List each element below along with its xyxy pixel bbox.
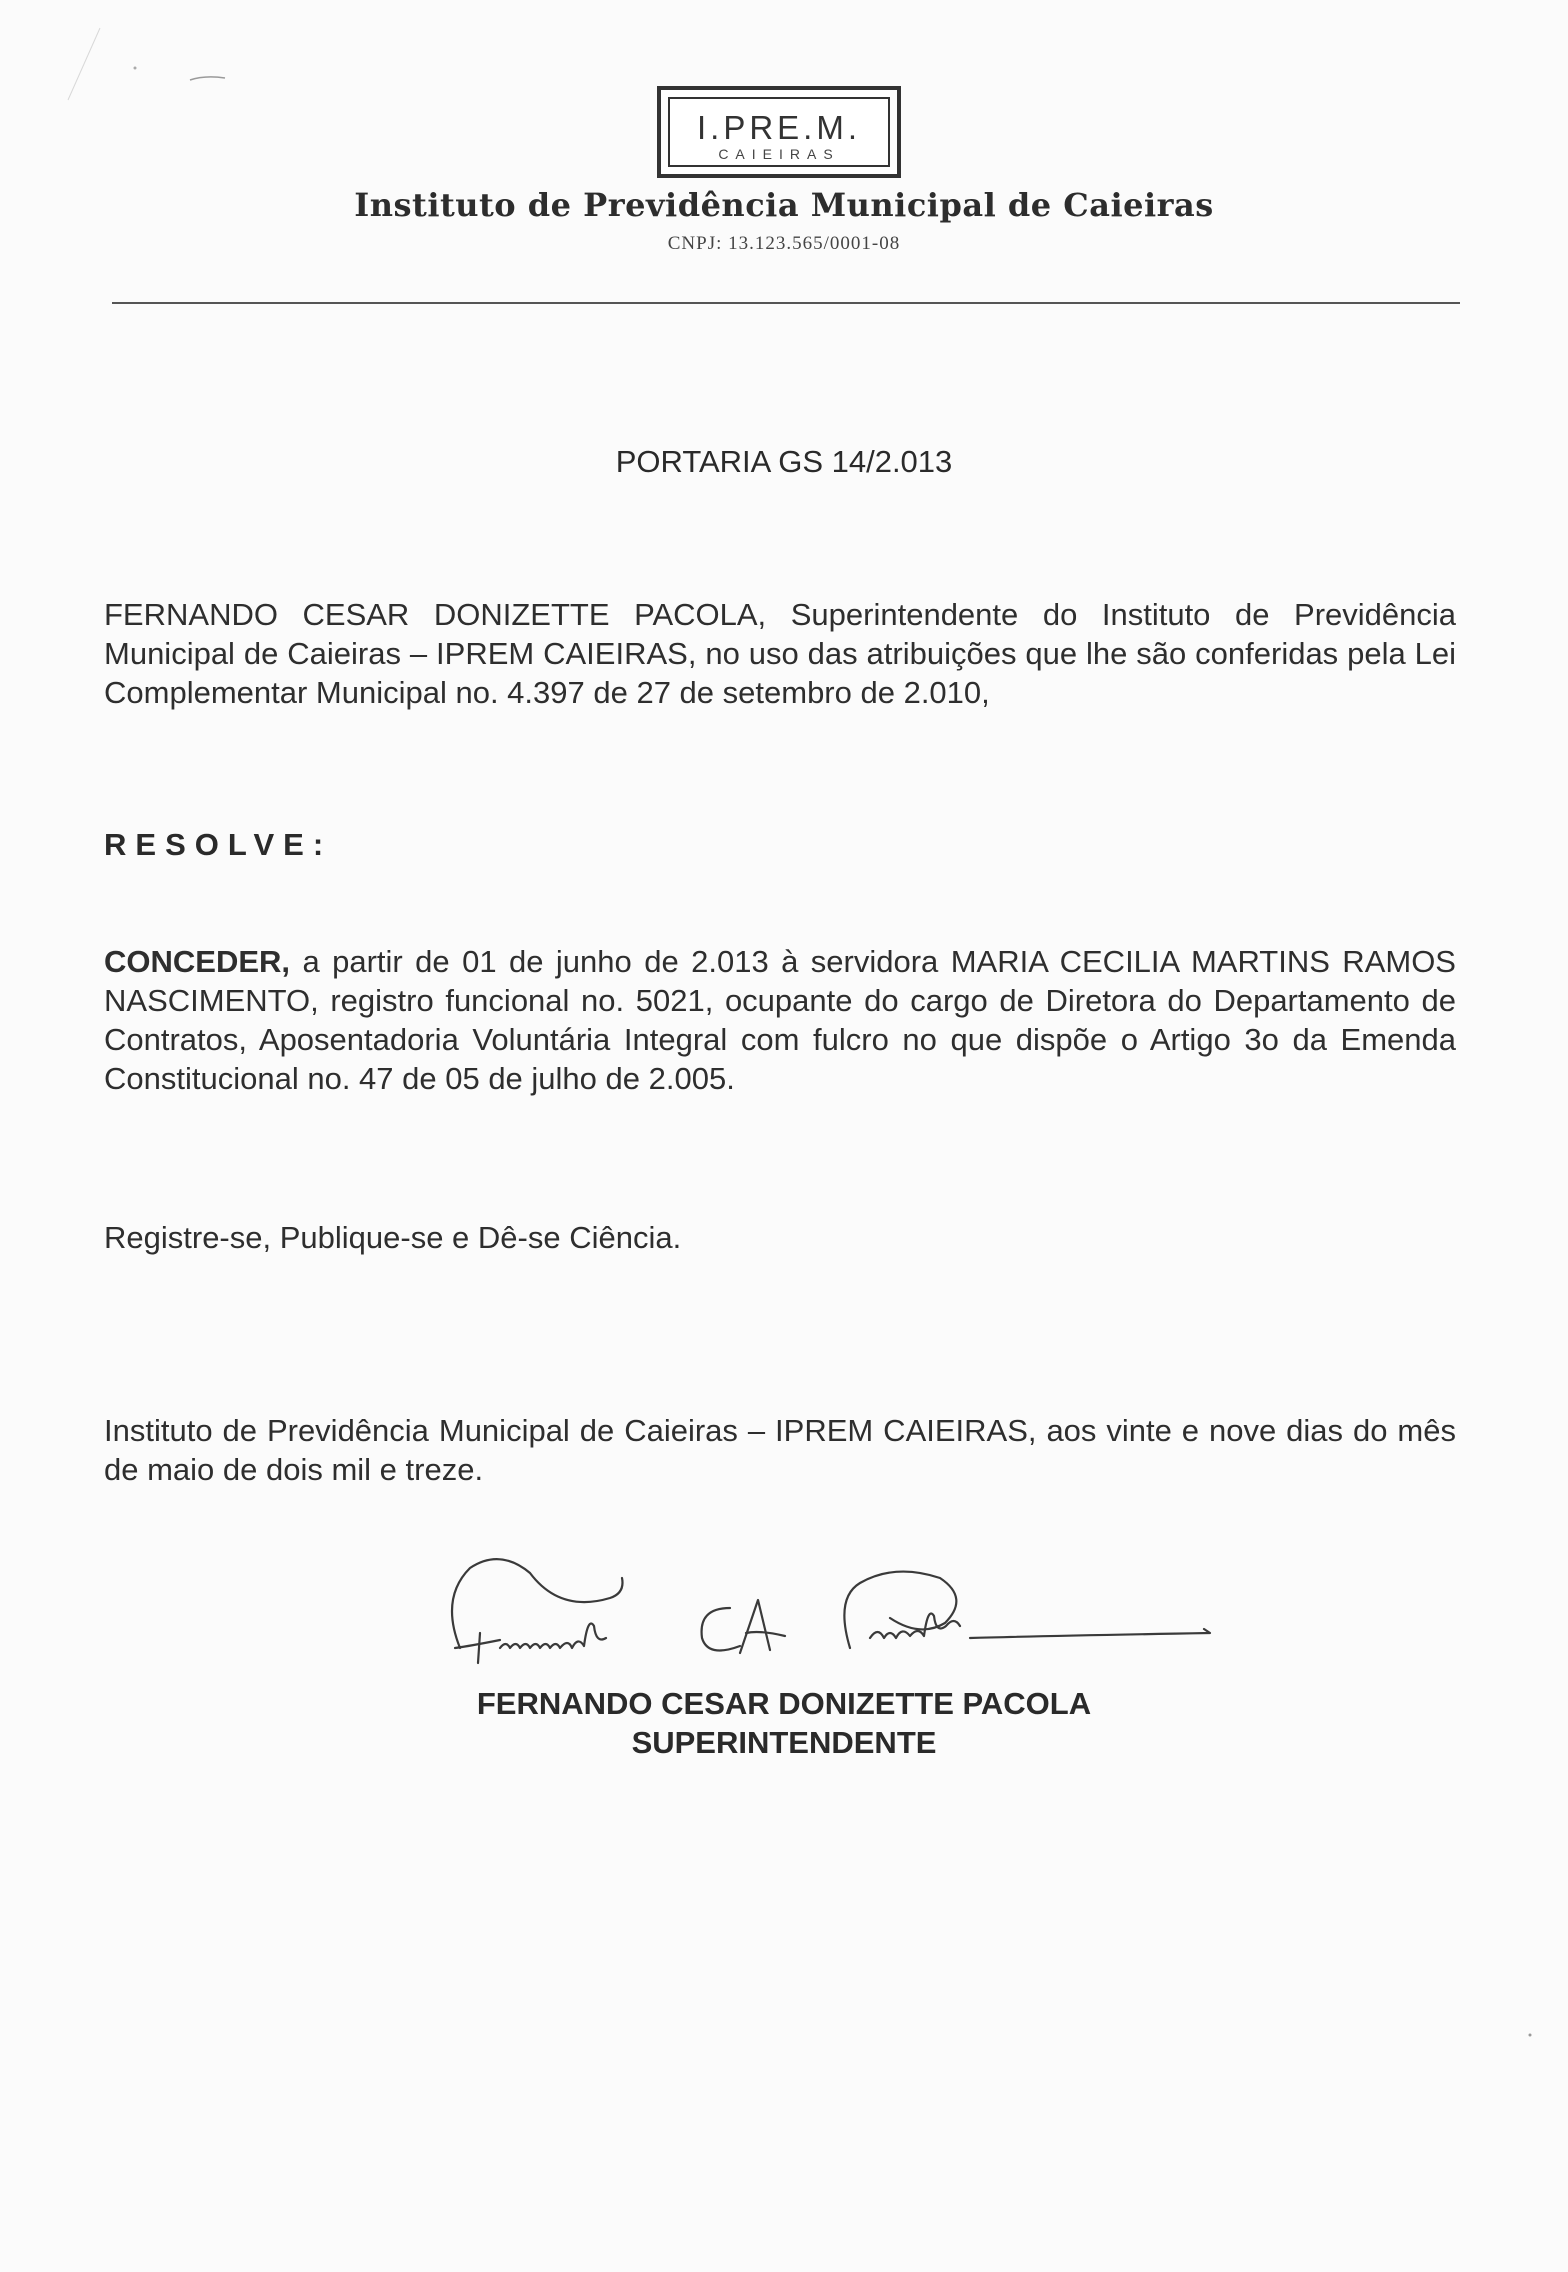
conceder-text: a partir de 01 de junho de 2.013 à servidora MARIA CECILIA MARTINS RAMOS NASCIMENTO, registro funcional no. 5021, ocupante do cargo de Diretora do Departamento de Contratos, Aposentadoria Voluntária Integral com fulcro no que dispõe o Artigo 3o da Emenda Constitucional no. 47 de 05 de julho de 2.005. — [104, 944, 1456, 1096]
scan-artifact — [60, 20, 240, 110]
iprem-logo — [657, 86, 901, 178]
registre-paragraph: Registre-se, Publique-se e Dê-se Ciência. — [104, 1220, 682, 1255]
document-title: PORTARIA GS 14/2.013 — [615, 444, 953, 479]
intro-name: FERNANDO CESAR DONIZETTE PACOLA, — [104, 597, 767, 632]
logo-inner-frame — [668, 97, 890, 167]
logo-text: I.PRE.M. — [696, 109, 862, 146]
header-divider — [112, 302, 1460, 304]
cnpj-number: CNPJ: 13.123.565/0001-08 — [667, 233, 901, 254]
signatory-role: SUPERINTENDENTE — [631, 1725, 937, 1760]
logo-subtext: CAIEIRAS — [718, 146, 840, 162]
resolve-heading: RESOLVE: — [104, 827, 333, 862]
signatory-name: FERNANDO CESAR DONIZETTE PACOLA — [476, 1686, 1092, 1721]
scan-dot — [1525, 2030, 1535, 2040]
conceder-label: CONCEDER, — [104, 944, 291, 979]
handwritten-signature — [440, 1538, 1230, 1670]
intro-paragraph — [104, 595, 1456, 712]
institution-name: Instituto de Previdência Municipal de Caieiras — [354, 186, 1214, 224]
closing-paragraph: Instituto de Previdência Municipal de Caieiras – IPREM CAIEIRAS, aos vinte e nove dias do mês de maio de dois mil e treze. — [104, 1413, 1456, 1487]
conceder-paragraph — [104, 942, 1456, 1098]
intro-text: Superintendente do Instituto de Previdência Municipal de Caieiras – IPREM CAIEIRAS, no uso das atribuições que lhe são conferidas pela Lei Complementar Municipal no. 4.397 de 27 de setembro de 2.010, — [104, 597, 1456, 710]
